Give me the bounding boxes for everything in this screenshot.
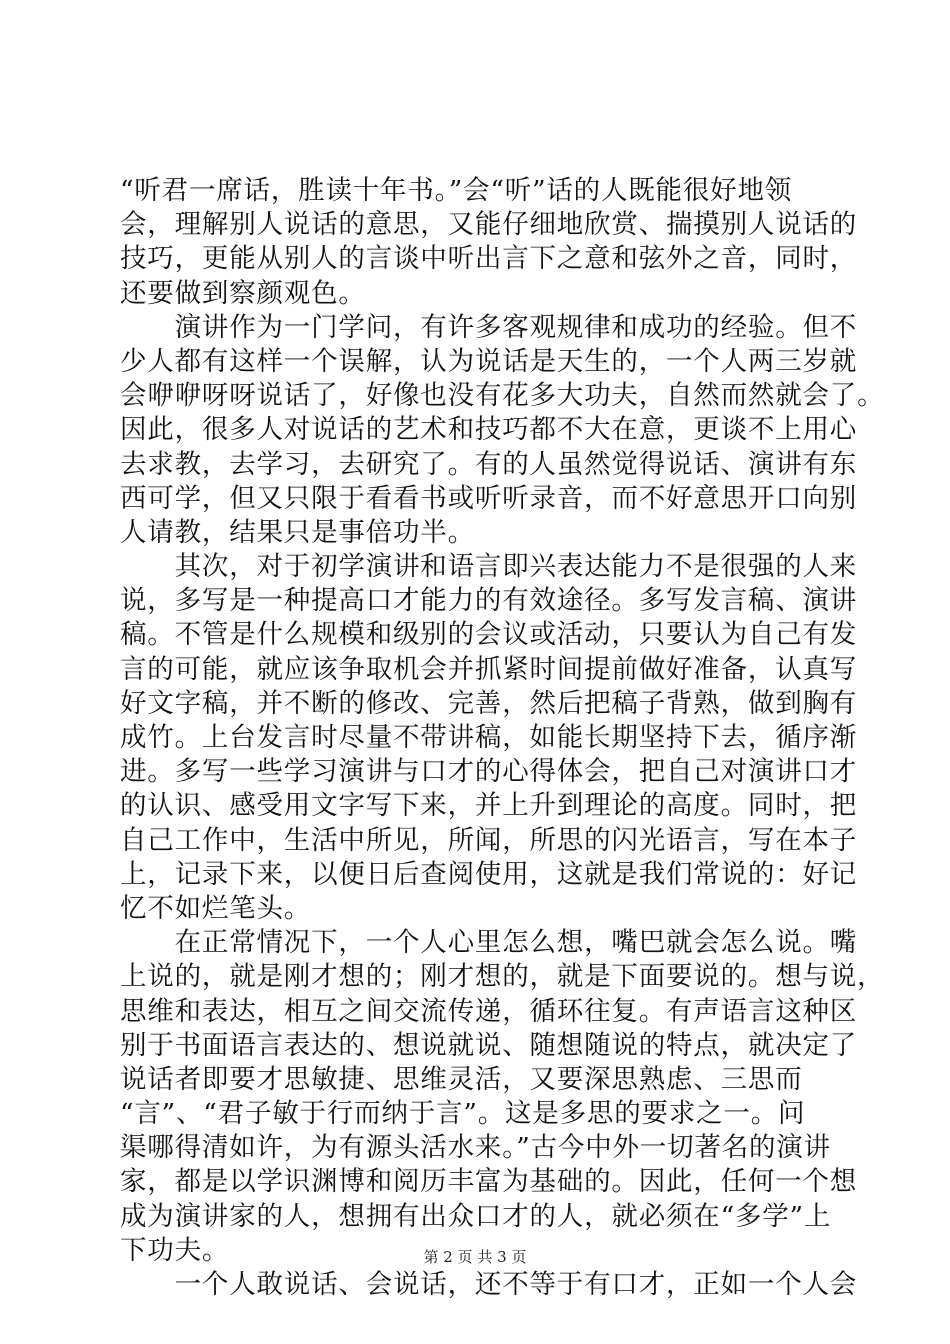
text-line: “听君一席话，胜读十年书。”会“听”话的人既能很好地领 [120, 175, 793, 206]
text-line: 演讲作为一门学问，有许多客观规律和成功的经验。但不 [120, 311, 858, 343]
text-line: 下功夫。 [120, 1234, 230, 1266]
text-line: 好文字稿，并不断的修改、完善，然后把稿子背熟，做到胸有 [120, 687, 858, 719]
text-line: 还要做到察颜观色。 [120, 277, 366, 309]
text-line: 会，理解别人说话的意思，又能仔细地欣赏、揣摸别人说话的 [120, 209, 858, 241]
text-line: 说话者即要才思敏捷、思维灵活，又要深思熟虑、三思而 [120, 1063, 803, 1095]
text-line: 进。多写一些学习演讲与口才的心得体会，把自己对演讲口才 [120, 756, 858, 788]
text-line: 忆不如烂笔头。 [120, 892, 312, 924]
text-line: 渠哪得清如许，为有源头活水来。”古今中外一切著名的演讲 [120, 1132, 831, 1164]
text-line: 家，都是以学识渊博和阅历丰富为基础的。因此，任何一个想 [120, 1166, 858, 1198]
text-line: 西可学，但又只限于看看书或听听录音，而不好意思开口向别 [120, 482, 858, 514]
body-text [120, 174, 885, 1302]
text-line: 成竹。上台发言时尽量不带讲稿，如能长期坚持下去，循序渐 [120, 722, 858, 753]
page-number-footer: 第 2 页 共 3 页 [423, 1248, 527, 1266]
text-line: 说，多写是一种提高口才能力的有效途径。多写发言稿、演讲 [120, 585, 858, 617]
text-line: 其次，对于初学演讲和语言即兴表达能力不是很强的人来 [120, 551, 858, 583]
text-line: 人请教，结果只是事倍功半。 [120, 516, 475, 548]
text-line: 去求教，去学习，去研究了。有的人虽然觉得说话、演讲有东 [120, 448, 858, 480]
text-line: 一个人敢说话、会说话，还不等于有口才，正如一个人会 [120, 1269, 858, 1300]
text-line: 成为演讲家的人，想拥有出众口才的人，就必须在“多学”上 [120, 1200, 832, 1232]
text-line: 会咿咿呀呀说话了，好像也没有花多大功夫，自然而然就会了。 [120, 380, 885, 412]
text-line: “言”、“君子敏于行而纳于言”。这是多思的要求之一。问 [120, 1098, 806, 1130]
text-line: 言的可能，就应该争取机会并抓紧时间提前做好准备，认真写 [120, 653, 858, 685]
text-line: 技巧，更能从别人的言谈中听出言下之意和弦外之音，同时， [120, 243, 858, 275]
text-line: 上，记录下来，以便日后查阅使用，这就是我们常说的：好记 [120, 858, 858, 890]
text-line: 思维和表达，相互之间交流传递，循环往复。有声语言这种区 [120, 995, 858, 1027]
text-line: 稿。不管是什么规模和级别的会议或活动，只要认为自己有发 [120, 619, 858, 651]
text-line: 的认识、感受用文字写下来，并上升到理论的高度。同时，把 [120, 790, 858, 822]
text-line: 因此，很多人对说话的艺术和技巧都不大在意，更谈不上用心 [120, 414, 858, 446]
text-line: 少人都有这样一个误解，认为说话是天生的，一个人两三岁就 [120, 345, 858, 377]
text-line: 上说的，就是刚才想的；刚才想的，就是下面要说的。想与说， [120, 961, 885, 993]
text-line: 在正常情况下，一个人心里怎么想，嘴巴就会怎么说。嘴 [120, 927, 858, 959]
text-line: 别于书面语言表达的、想说就说、随想随说的特点，就决定了 [120, 1029, 858, 1061]
text-line: 自己工作中，生活中所见，所闻，所思的闪光语言，写在本子 [120, 824, 858, 856]
